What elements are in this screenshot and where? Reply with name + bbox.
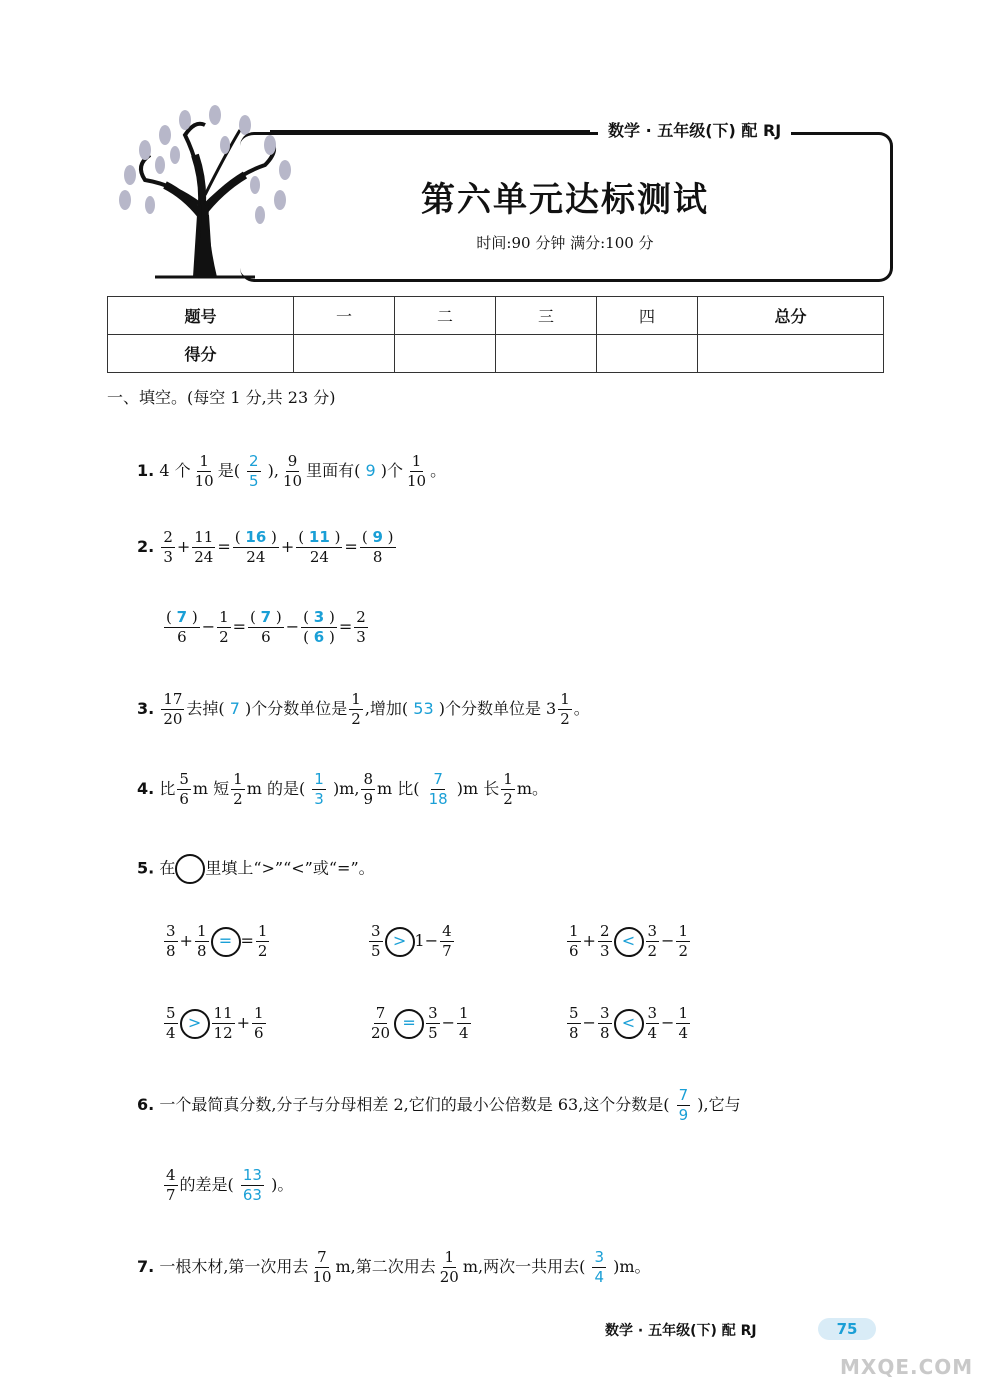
page-number: 75 — [818, 1318, 876, 1340]
answer: 53 — [413, 699, 434, 718]
score-input-cell[interactable] — [495, 335, 596, 373]
score-input-cell[interactable] — [394, 335, 495, 373]
table-cell: 得分 — [108, 335, 294, 373]
footer-label: 数学 · 五年级(下) 配 RJ — [605, 1323, 757, 1339]
answer: 7 — [229, 699, 240, 718]
table-cell: 一 — [293, 297, 394, 335]
table-cell: 题号 — [108, 297, 294, 335]
compare-item: $\frac{3}{5}$ > 1− $\frac{4}{7}$ — [371, 922, 452, 960]
circle-icon — [175, 854, 205, 884]
table-cell: 总分 — [697, 297, 883, 335]
compare-item: $\frac{1}{6}$ + $\frac{2}{3}$ < $\frac{3}{2}$ − $\frac{1}{2}$ — [569, 922, 688, 960]
question-2-line-2: $\frac{( 7 )}{6}$ − $\frac{1}{2}$ = $\frac{( 7 )}{6}$ − $\frac{( 3 )}{( 6 )}$ = $\frac{2}{3}$ — [166, 608, 366, 646]
compare-circle[interactable]: = — [394, 1009, 424, 1039]
answer: $\frac{7}{18}$ — [428, 770, 448, 808]
compare-circle[interactable]: > — [385, 927, 415, 957]
question-6-line-2: $\frac{4}{7}$ 的差是( $\frac{13}{63}$ )。 — [166, 1166, 294, 1204]
answer: 9 — [365, 461, 376, 480]
compare-circle[interactable]: < — [614, 927, 644, 957]
question-1: 1. 4 个 $\frac{1}{10}$ 是( $\frac{2}{5}$ ), $\frac{9}{10}$ 里面有( 9 )个 $\frac{1}{10}$ 。 — [137, 452, 447, 490]
answer: $\frac{13}{63}$ — [242, 1166, 262, 1204]
score-input-cell[interactable] — [293, 335, 394, 373]
question-5: 5. 在 里填上“>”“<”或“=”。 — [137, 854, 375, 884]
compare-item: $\frac{3}{8}$ + $\frac{1}{8}$ = = $\frac{1}{2}$ — [166, 922, 268, 960]
header-rule — [270, 130, 590, 133]
table-cell: 二 — [394, 297, 495, 335]
answer: $\frac{3}{4}$ — [594, 1248, 605, 1286]
answer: $\frac{2}{5}$ — [249, 452, 259, 490]
answer: $\frac{7}{9}$ — [678, 1086, 689, 1124]
table-row — [108, 335, 884, 373]
table-cell: 三 — [495, 297, 596, 335]
question-6: 6. 一个最简真分数,分子与分母相差 2,它们的最小公倍数是 63,这个分数是( $\frac{7}{9}$ ),它与 — [137, 1086, 741, 1124]
score-input-cell[interactable] — [596, 335, 697, 373]
compare-circle[interactable]: = — [211, 927, 241, 957]
page-title: 第六单元达标测试 — [421, 180, 709, 220]
table-row — [108, 297, 884, 335]
grade-tag: 数学 · 五年级(下) 配 RJ — [598, 118, 791, 141]
section-heading: 一、填空。(每空 1 分,共 23 分) — [107, 388, 336, 407]
question-3: 3. $\frac{17}{20}$ 去掉( 7 )个分数单位是 $\frac{1}{2}$ ,增加( 53 )个分数单位是 3 $\frac{1}{2}$ 。 — [137, 690, 590, 728]
answer: $\frac{1}{3}$ — [314, 770, 324, 808]
compare-item: $\frac{5}{4}$ > $\frac{11}{12}$ + $\frac{1}{6}$ — [166, 1004, 264, 1042]
score-table — [107, 296, 884, 373]
question-2: 2. $\frac{2}{3}$ + $\frac{11}{24}$ = $\frac{( 16 )}{24}$ + $\frac{( 11 )}{24}$ = $\frac{( 9 )}{8}$ — [137, 528, 394, 566]
test-info: 时间:90 分钟 满分:100 分 — [476, 234, 654, 252]
compare-circle[interactable]: > — [180, 1009, 210, 1039]
compare-circle[interactable]: < — [614, 1009, 644, 1039]
watermark: MXQE.COM — [840, 1355, 974, 1379]
compare-item: $\frac{5}{8}$ − $\frac{3}{8}$ < $\frac{3}{4}$ − $\frac{1}{4}$ — [569, 1004, 688, 1042]
question-7: 7. 一根木材,第一次用去 $\frac{7}{10}$ m,第二次用去 $\frac{1}{20}$ m,两次一共用去( $\frac{3}{4}$ )m。 — [137, 1248, 651, 1286]
score-input-cell[interactable] — [697, 335, 883, 373]
compare-item: $\frac{7}{20}$ = $\frac{3}{5}$ − $\frac{1}{4}$ — [371, 1004, 469, 1042]
question-4: 4. 比 $\frac{5}{6}$ m 短 $\frac{1}{2}$ m 的是( $\frac{1}{3}$ )m, $\frac{8}{9}$ m 比( $\frac{7}{18}$ )m 长 $\frac{1}{2}$ m。 — [137, 770, 549, 808]
table-cell: 四 — [596, 297, 697, 335]
